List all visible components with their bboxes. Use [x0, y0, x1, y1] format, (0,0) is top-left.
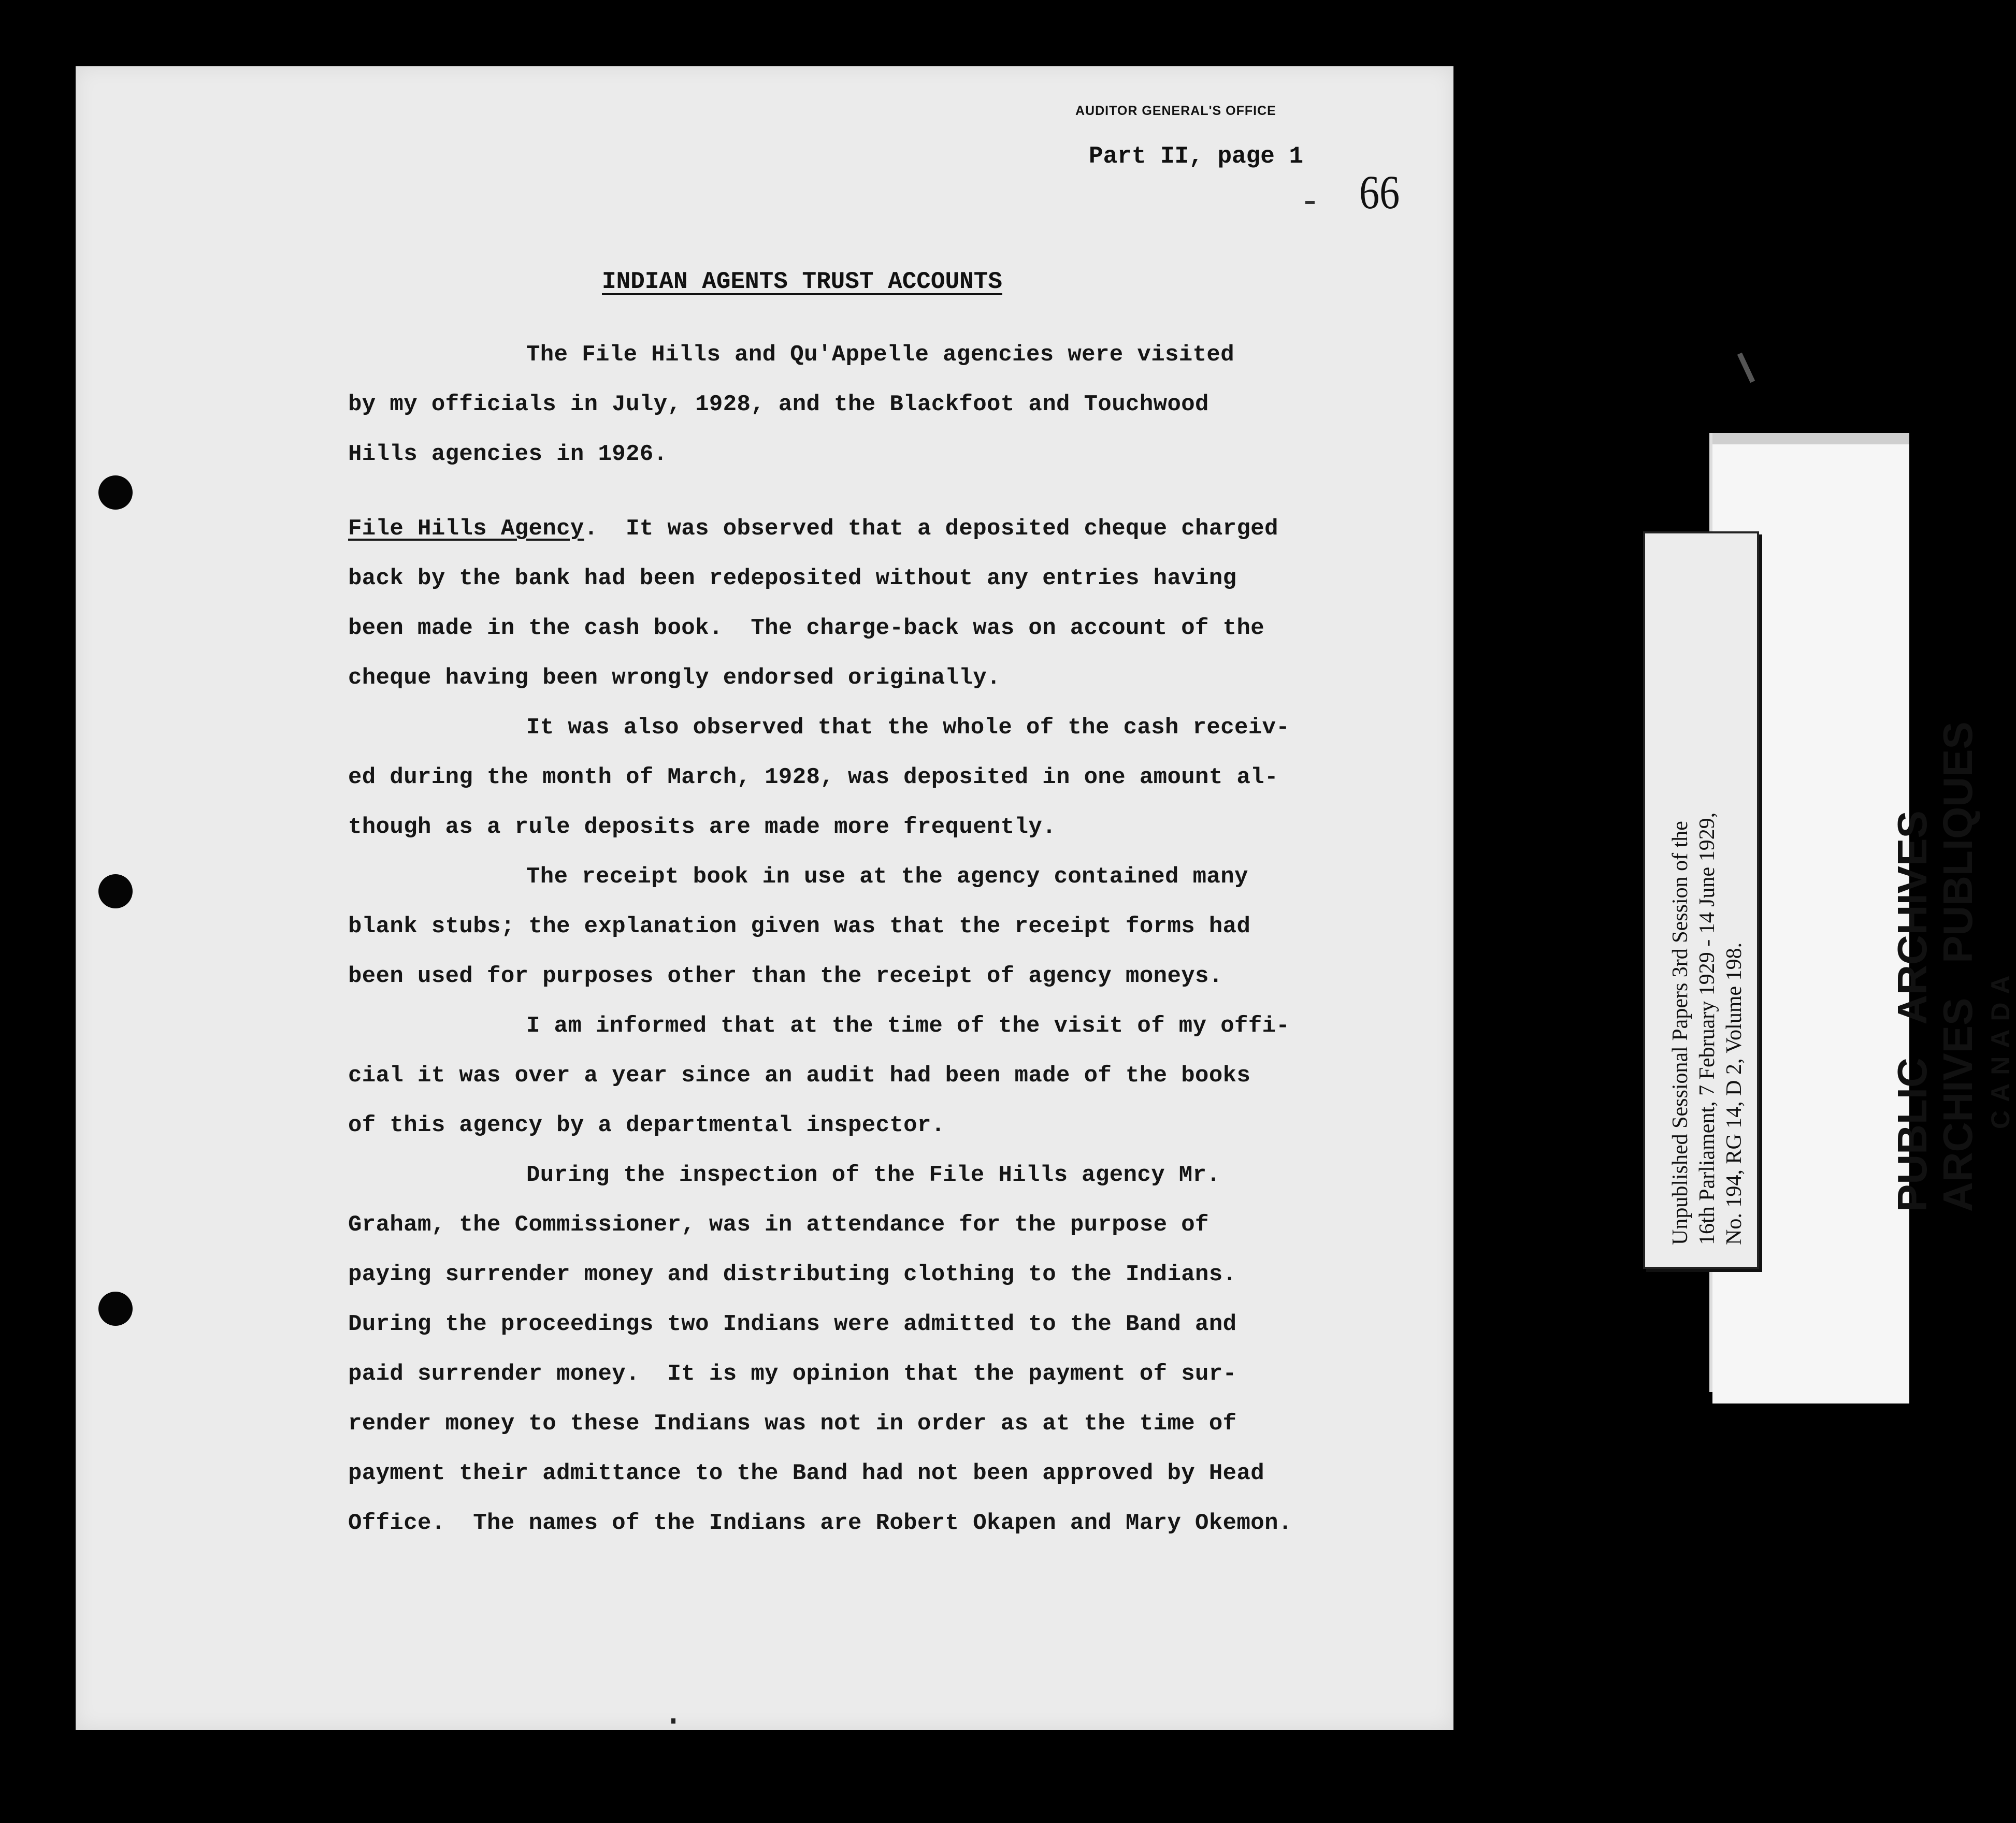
text-line: ed during the month of March, 1928, was deposited in one amount al- — [348, 764, 1278, 790]
text-line: been used for purposes other than the receipt of agency moneys. — [348, 963, 1223, 989]
office-header: AUDITOR GENERAL'S OFFICE — [1075, 104, 1276, 118]
part-page-reference: Part II, page 1 — [1089, 143, 1304, 170]
dash-mark — [1305, 201, 1315, 204]
document-page — [76, 66, 1453, 1730]
text-line: blank stubs; the explanation given was that the receipt forms had — [348, 914, 1251, 939]
paper-speck — [671, 1718, 675, 1724]
document-title: INDIAN AGENTS TRUST ACCOUNTS — [602, 268, 1002, 295]
text-line: The File Hills and Qu'Appelle agencies were visited — [526, 342, 1235, 368]
text-line: by my officials in July, 1928, and the Blackfoot and Touchwood — [348, 392, 1209, 417]
reference-slip-text — [1667, 813, 1748, 1245]
text-line: Graham, the Commissioner, was in attendance for the purpose of — [348, 1212, 1209, 1238]
binder-hole — [98, 1292, 133, 1326]
text-line: cheque having been wrongly endorsed originally. — [348, 665, 1001, 691]
text-line: I am informed that at the time of the visit of my offi- — [526, 1013, 1290, 1039]
text-line: paid surrender money. It is my opinion that the payment of sur- — [348, 1361, 1237, 1387]
text-line: cial it was over a year since an audit had been made of the books — [348, 1063, 1251, 1089]
archive-label-line: PUBLIC ARCHIVES — [1889, 811, 1935, 1212]
text-line: During the proceedings two Indians were admitted to the Band and — [348, 1311, 1237, 1337]
text-line: During the inspection of the File Hills agency Mr. — [526, 1162, 1221, 1188]
binder-hole — [98, 874, 133, 908]
archive-label-country: CANADA — [1986, 967, 2015, 1129]
text-line: of this agency by a departmental inspector. — [348, 1112, 945, 1138]
text-line: It was also observed that the whole of the cash receiv- — [526, 715, 1290, 741]
section-heading-line — [348, 516, 1278, 542]
text-line: though as a rule deposits are made more frequently. — [348, 814, 1057, 840]
text-line: paying surrender money and distributing clothing to the Indians. — [348, 1262, 1237, 1287]
text-line: Hills agencies in 1926. — [348, 441, 668, 467]
binder-hole — [98, 475, 133, 510]
text-line: payment their admittance to the Band had not been approved by Head — [348, 1460, 1265, 1486]
text-line: The receipt book in use at the agency contained many — [526, 864, 1248, 890]
reference-slip-line: 16th Parliament, 7 February 1929 - 14 June 1929, — [1695, 812, 1719, 1245]
reference-slip-line: Unpublished Sessional Papers 3rd Session of the — [1668, 821, 1692, 1245]
section-heading: File Hills Agency — [348, 516, 584, 542]
text-line: render money to these Indians was not in order as at the time of — [348, 1411, 1237, 1437]
text-line: been made in the cash book. The charge-back was on account of the — [348, 615, 1265, 641]
reference-slip-line: No. 194, RG 14, D 2, Volume 198. — [1722, 942, 1746, 1245]
page-number: 66 — [1359, 166, 1400, 219]
archive-label-line: ARCHIVES PUBLIQUES — [1935, 721, 1981, 1212]
text-line: back by the bank had been redeposited without any entries having — [348, 566, 1237, 591]
text-line: Office. The names of the Indians are Robert Okapen and Mary Okemon. — [348, 1510, 1292, 1536]
scan-artifact — [1737, 353, 1755, 383]
text-line: . It was observed that a deposited cheque charged — [584, 516, 1278, 542]
